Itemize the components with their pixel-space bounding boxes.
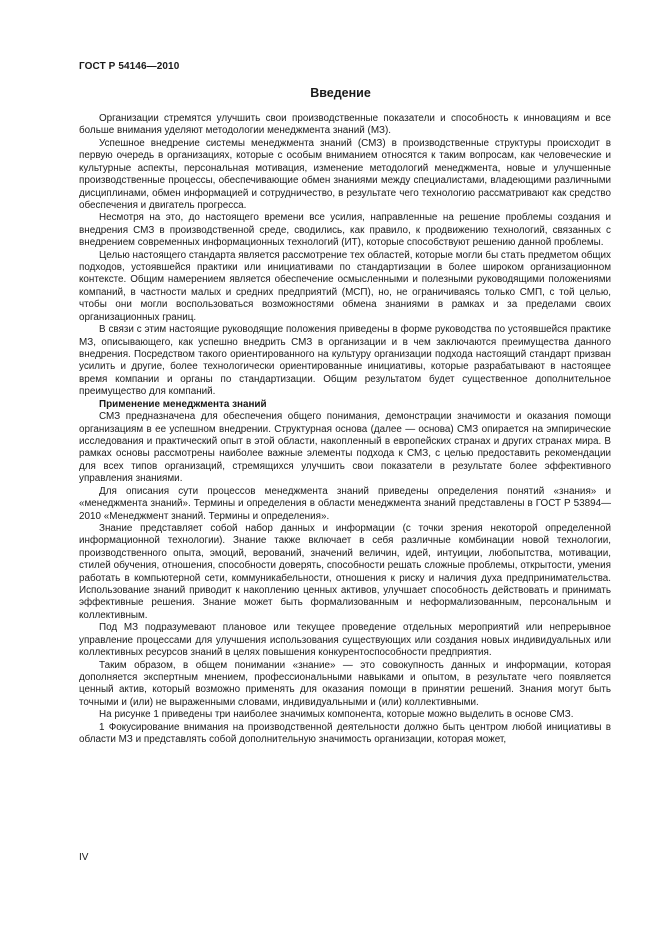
paragraph: СМЗ предназначена для обеспечения общего понимания, демонстрации значимости и оказания помощи организациям в ее успешном внедрении. Структурная основа (далее — основа) СМЗ опирается на эмпирические исследования и практический опыт в этой области, накопленный в европейских странах и других странах мира. В рамках основы рассмотрены наиболее важные элементы подхода к СМЗ, с целью предоставить рекомендации для всех типов организаций, стремящихся улучшить свои показатели в результате более эффективного управления знаниями.	[79, 411, 611, 485]
paragraph: На рисунке 1 приведены три наиболее значимых компонента, которые можно выделить в основе СМЗ.	[99, 709, 574, 721]
paragraph: Несмотря на это, до настоящего времени все усилия, направленные на решение проблемы создания и внедрения СМЗ в производственной среде, сводились, как правило, к продвижению технологий, связанных с внедрением современных информационных технологий (ИТ), которые способствуют решению данной проблемы.	[79, 212, 611, 249]
section-title: Введение	[310, 86, 371, 100]
paragraph: Организации стремятся улучшить свои производственные показатели и способность к инновациям и все больше внимания уделяют методологии менеджмента знаний (МЗ).	[79, 113, 611, 137]
paragraph: В связи с этим настоящие руководящие положения приведены в форме руководства по устоявшейся практике МЗ, описывающего, как успешно внедрить СМЗ в организации и в чем заключаются преимущества данного внедрения. Посредством такого ориентированного на культуру организации подхода настоящий стандарт призван усилить и другие, более технологически ориентированные инициативы, которые разрабатывают в настоящее время компании и органы по стандартизации. Общим результатом будет существенное дополнительное преимущество для компаний.	[79, 324, 611, 398]
document-body	[79, 113, 611, 747]
subheading: Применение менеджмента знаний	[99, 398, 267, 410]
paragraph: Для описания сути процессов менеджмента знаний приведены определения понятий «знания» и «менеджмента знаний». Термины и определения в области менеджмента знаний представлены в ГОСТ Р 53894—2010 «Менеджмент знаний. Термины и определения».	[79, 485, 611, 522]
page-number: IV	[79, 852, 89, 863]
paragraph: Успешное внедрение системы менеджмента знаний (СМЗ) в производственные структуры происходит в первую очередь в организациях, которые с особым вниманием относятся к таким вопросам, как человеческие и культурные аспекты, персональная мотивация, изменение методологий менеджмента, новые и улучшенные производственные процессы, обеспечивающие обмен знаниями между специалистами, владеющими различными дисциплинами, обмен информацией и сотрудничество, в результате чего технологию рассматривают как средство обеспечения и двигатель прогресса.	[79, 137, 611, 211]
standard-header: ГОСТ Р 54146—2010	[79, 61, 180, 72]
paragraph: 1 Фокусирование внимания на производственной деятельности должно быть центром любой инициативы в области МЗ и представлять собой дополнительную значимость организации, которая может,	[79, 721, 611, 746]
paragraph: Под МЗ подразумевают плановое или текущее проведение отдельных мероприятий или непрерывное управление процессами для улучшения использования существующих или создания новых индивидуальных или коллективных ресурсов знаний в целях повышения конкурентоспособности предприятия.	[79, 622, 611, 659]
paragraph: Целью настоящего стандарта является рассмотрение тех областей, которые могли бы стать предметом общих подходов, устоявшейся практики или инициативами по стандартизации в более широком организационном контексте. Общим намерением является обеспечение осмысленными и полезными руководящими положениями компаний, в частности малых и средних предприятий (МСП), но, не ограничиваясь только СМП, с той целью, чтобы они могли воспользоваться возможностями обмена знаниями в рамках и за пределами своих организационных границ.	[79, 249, 611, 323]
paragraph: Таким образом, в общем понимании «знание» — это совокупность данных и информации, которая дополняется экспертным мнением, профессиональными навыками и опытом, в результате чего появляется ценный актив, который возможно применять для оказания помощи в принятии решений. Знания могут быть точными и (или) не выраженными словами, индивидуальными и (или) коллективными.	[79, 659, 611, 708]
paragraph: Знание представляет собой набор данных и информации (с точки зрения некоторой определенной информационной технологии). Знание также включает в себя различные комбинации новой технологии, производственного опыта, эмоций, верований, значений величин, идей, интуиции, любопытства, мотивации, стилей обучения, отношения, способности доверять, способности решать сложные проблемы, открытости, умения работать в компьютерной сети, коммуникабельности, отношения к риску и наличия духа предпринимательства. Использование знаний приводит к накоплению ценных активов, улучшает способность действовать и принимать эффективные решения. Знание может быть формализованным и неформализованным, персональным и коллективным.	[79, 522, 611, 621]
